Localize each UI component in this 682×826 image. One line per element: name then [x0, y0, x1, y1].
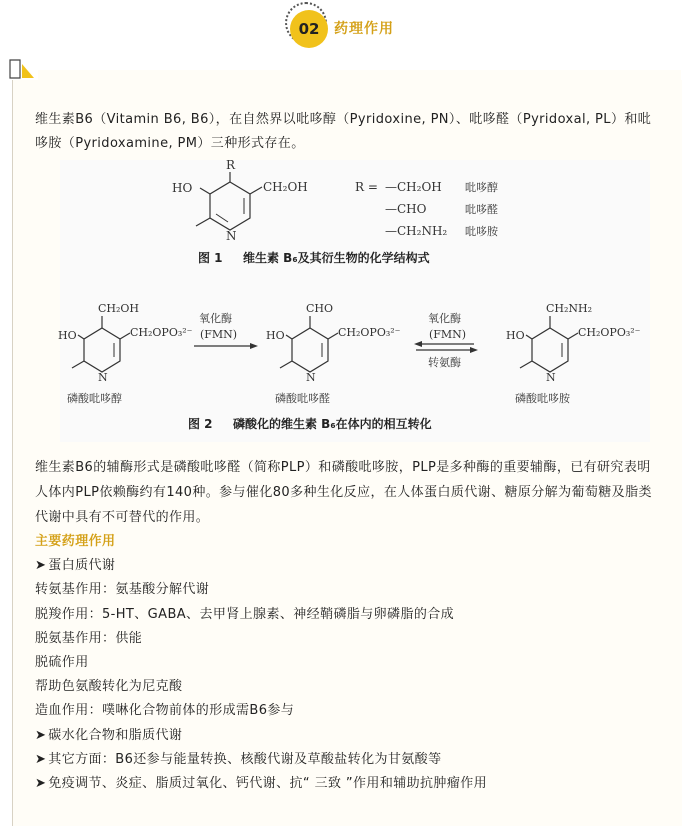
- arrow2-right-head: [470, 347, 478, 353]
- compound1-top-group: CH₂OH: [98, 302, 140, 315]
- list-item: ➤ 免疫调节、炎症、脂质过氧化、钙代谢、抗“ 三致 ”作用和辅助抗肿瘤作用: [35, 775, 488, 791]
- arrow1-head: [250, 343, 258, 349]
- arrow2-left-head: [414, 341, 422, 347]
- panel-top-strip: [38, 70, 681, 80]
- compound3-left-group: HO: [506, 329, 525, 342]
- substituent-name-1: 吡哆醇: [465, 181, 498, 194]
- list-item: ➤ 其它方面：B6还参与能量转换、核酸代谢及草酸盐转化为甘氨酸等: [35, 751, 442, 767]
- list-item: ➤ 碳水化合物和脂质代谢: [35, 727, 183, 743]
- arrow-bullet-icon: ➤: [35, 775, 47, 791]
- list-item: 造血作用：噗啉化合物前体的形成需B6参与: [35, 703, 295, 719]
- substituent-formula-3: —CH₂NH₂: [385, 224, 448, 238]
- list-item: 脱羧作用：5-HT、GABA、去甲肾上腺素、神经鞘磷脂与卵磷脂的合成: [35, 606, 455, 622]
- r-group-label: R: [226, 158, 236, 172]
- figure1-structure: [172, 158, 308, 243]
- figure2-compound-2: [266, 302, 401, 405]
- compound1-left-group: HO: [58, 329, 77, 342]
- arrow2-transaminase: 转氨酶: [428, 356, 461, 369]
- arrow1-cofactor: (FMN): [200, 328, 238, 341]
- compound3-right-group: CH₂OPO₃²⁻: [578, 326, 641, 339]
- figure2-compound-1: [58, 302, 193, 405]
- list-item: 脱氨基作用：供能: [35, 630, 143, 646]
- arrow2-cofactor: (FMN): [429, 328, 467, 341]
- section-title: 药理作用: [334, 21, 394, 37]
- structure-figure: [60, 160, 650, 442]
- list-item: 转氨基作用：氨基酸分解代谢: [35, 582, 210, 598]
- section-header: [0, 0, 681, 56]
- intro-paragraph: 维生素B6（Vitamin B6, B6），在自然界以吡哆醇（Pyridoxine, PN）、吡哆醛（Pyridoxal, PL）和吡哆胺（Pyridoxamine, PM）三种形式存在。: [35, 112, 652, 151]
- r-definition: R =: [355, 180, 378, 194]
- arrow1-enzyme: 氧化酶: [199, 312, 232, 325]
- compound2-left-group: HO: [266, 329, 285, 342]
- section-number-badge: 02: [290, 10, 328, 48]
- figure1-number: 图 1: [198, 251, 223, 265]
- figure1-caption: 维生素 B₆及其衍生物的化学结构式: [243, 251, 430, 265]
- substituent-name-2: 吡哆醛: [465, 203, 498, 216]
- coenzyme-paragraph: 维生素B6的辅酶形式是磷酸吡哆醛（简称PLP）和磷酸吡哆胺，PLP是多种酶的重要辅酶，已有研究表明人体内PLP依赖酶约有140种。参与催化80多种生化反应，在人体蛋白质代谢、糖原分解为葡萄糖及脂类代谢中具有不可替代的作用。: [35, 460, 652, 525]
- arrow-bullet-icon: ➤: [35, 727, 47, 743]
- substituent-formula-1: —CH₂OH: [385, 180, 442, 194]
- compound3-ring-n: N: [546, 371, 556, 384]
- ch2oh-label: CH₂OH: [263, 180, 308, 194]
- arrow-bullet-icon: ➤: [35, 751, 47, 767]
- compound1-name: 磷酸吡哆醇: [67, 392, 122, 405]
- list-item: 脱硫作用: [35, 654, 89, 670]
- section-heading: 主要药理作用: [35, 534, 116, 549]
- compound2-right-group: CH₂OPO₃²⁻: [338, 326, 401, 339]
- ho-label: HO: [172, 181, 193, 195]
- arrow-bullet-icon: ➤: [35, 558, 47, 574]
- list-item: ➤ 蛋白质代谢: [35, 558, 116, 574]
- figure2-compound-3: [506, 302, 641, 405]
- figure2-caption: 磷酸化的维生素 B₆在体内的相互转化: [233, 417, 432, 431]
- compound1-ring-n: N: [98, 371, 108, 384]
- list-item: 帮助色氨酸转化为尼克酸: [35, 679, 183, 695]
- compound3-top-group: CH₂NH₂: [546, 302, 593, 315]
- arrow2-enzyme: 氧化酶: [428, 312, 461, 325]
- corner-bracket-icon: [8, 58, 36, 80]
- ring-n-label: N: [226, 229, 237, 243]
- compound2-name: 磷酸吡哆醛: [275, 392, 330, 405]
- pharmacology-list: [35, 530, 663, 796]
- compound3-name: 磷酸吡哆胺: [515, 392, 570, 405]
- compound2-ring-n: N: [306, 371, 316, 384]
- compound1-right-group: CH₂OPO₃²⁻: [130, 326, 193, 339]
- substituent-formula-2: —CHO: [385, 202, 427, 216]
- substituent-name-3: 吡哆胺: [465, 225, 498, 238]
- figure2-number: 图 2: [188, 417, 213, 431]
- compound2-top-group: CHO: [306, 302, 334, 315]
